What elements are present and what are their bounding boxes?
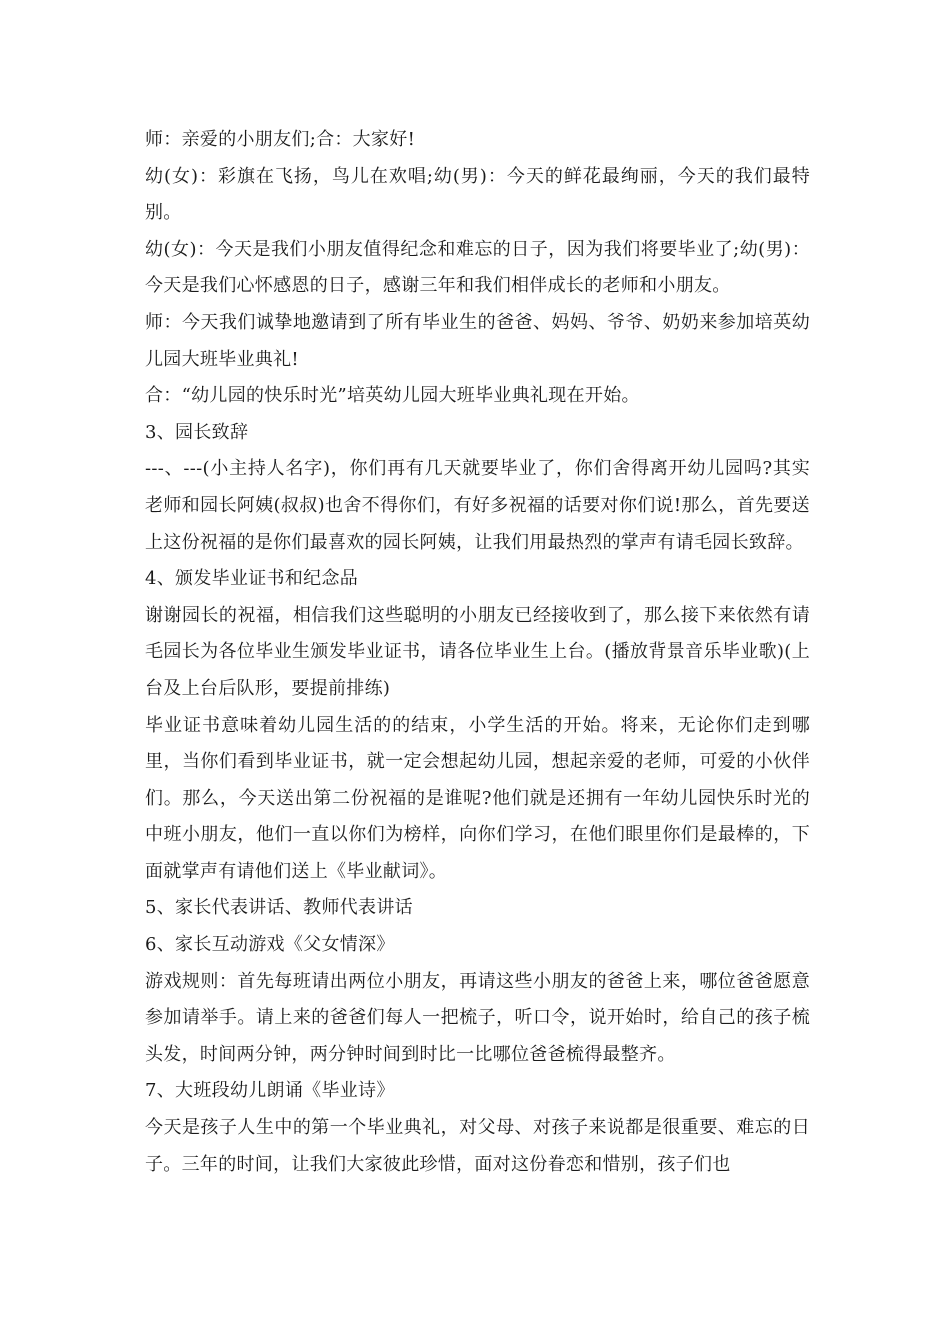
paragraph-invitation: 师：今天我们诚挚地邀请到了所有毕业生的爸爸、妈妈、爷爷、奶奶来参加培英幼儿园大班毕业典礼! xyxy=(145,311,810,370)
section-heading-poem-recital: 7、大班段幼儿朗诵《毕业诗》 xyxy=(145,1080,395,1102)
paragraph-opening-lines: 幼(女)：彩旗在飞扬，鸟儿在欢唱;幼(男)：今天的鲜花最绚丽，今天的我们最特别。 xyxy=(145,165,810,224)
document-body xyxy=(145,122,810,1183)
paragraph-ceremony-start: 合：“幼儿园的快乐时光”培英幼儿园大班毕业典礼现在开始。 xyxy=(145,385,640,407)
paragraph-certificates: 谢谢园长的祝福，相信我们这些聪明的小朋友已经接收到了，那么接下来依然有请毛园长为各位毕业生颁发毕业证书，请各位毕业生上台。(播放背景音乐毕业歌)(上台及上台后队形，要提前排练) xyxy=(145,604,810,699)
paragraph-principal-speech: ---、---(小主持人名字)，你们再有几天就要毕业了，你们舍得离开幼儿园吗?其实老师和园长阿姨(叔叔)也舍不得你们，有好多祝福的话要对你们说!那么，首先要送上这份祝福的是你们最喜欢的园长阿姨，让我们用最热烈的掌声有请毛园长致辞。 xyxy=(145,458,810,553)
section-heading-parent-game: 6、家长互动游戏《父女情深》 xyxy=(145,934,395,956)
paragraph-closing: 今天是孩子人生中的第一个毕业典礼，对父母、对孩子来说都是很重要、难忘的日子。三年的时间，让我们大家彼此珍惜，面对这份眷恋和惜别，孩子们也 xyxy=(145,1117,810,1175)
paragraph-greeting: 师：亲爱的小朋友们;合：大家好! xyxy=(145,129,416,150)
paragraph-certificate-meaning: 毕业证书意味着幼儿园生活的的结束，小学生活的开始。将来，无论你们走到哪里，当你们看到毕业证书，就一定会想起幼儿园，想起亲爱的老师，可爱的小伙伴们。那么，今天送出第二份祝福的是谁呢?他们就是还拥有一年幼儿园快乐时光的中班小朋友，他们一直以你们为榜样，向你们学习，在他们眼里你们是最棒的，下面就掌声有请他们送上《毕业献词》。 xyxy=(145,714,810,882)
paragraph-graduation-day: 幼(女)：今天是我们小朋友值得纪念和难忘的日子，因为我们将要毕业了;幼(男)：今天是我们心怀感恩的日子，感谢三年和我们相伴成长的老师和小朋友。 xyxy=(145,238,810,297)
paragraph-game-rules: 游戏规则：首先每班请出两位小朋友，再请这些小朋友的爸爸上来，哪位爸爸愿意参加请举手。请上来的爸爸们每人一把梳子，听口令，说开始时，给自己的孩子梳头发，时间两分钟，两分钟时间到时比一比哪位爸爸梳得最整齐。 xyxy=(145,970,810,1065)
section-heading-principal-speech: 3、园长致辞 xyxy=(145,421,249,443)
section-heading-certificates: 4、颁发毕业证书和纪念品 xyxy=(145,568,359,590)
section-heading-representative-speeches: 5、家长代表讲话、教师代表讲话 xyxy=(145,897,413,919)
